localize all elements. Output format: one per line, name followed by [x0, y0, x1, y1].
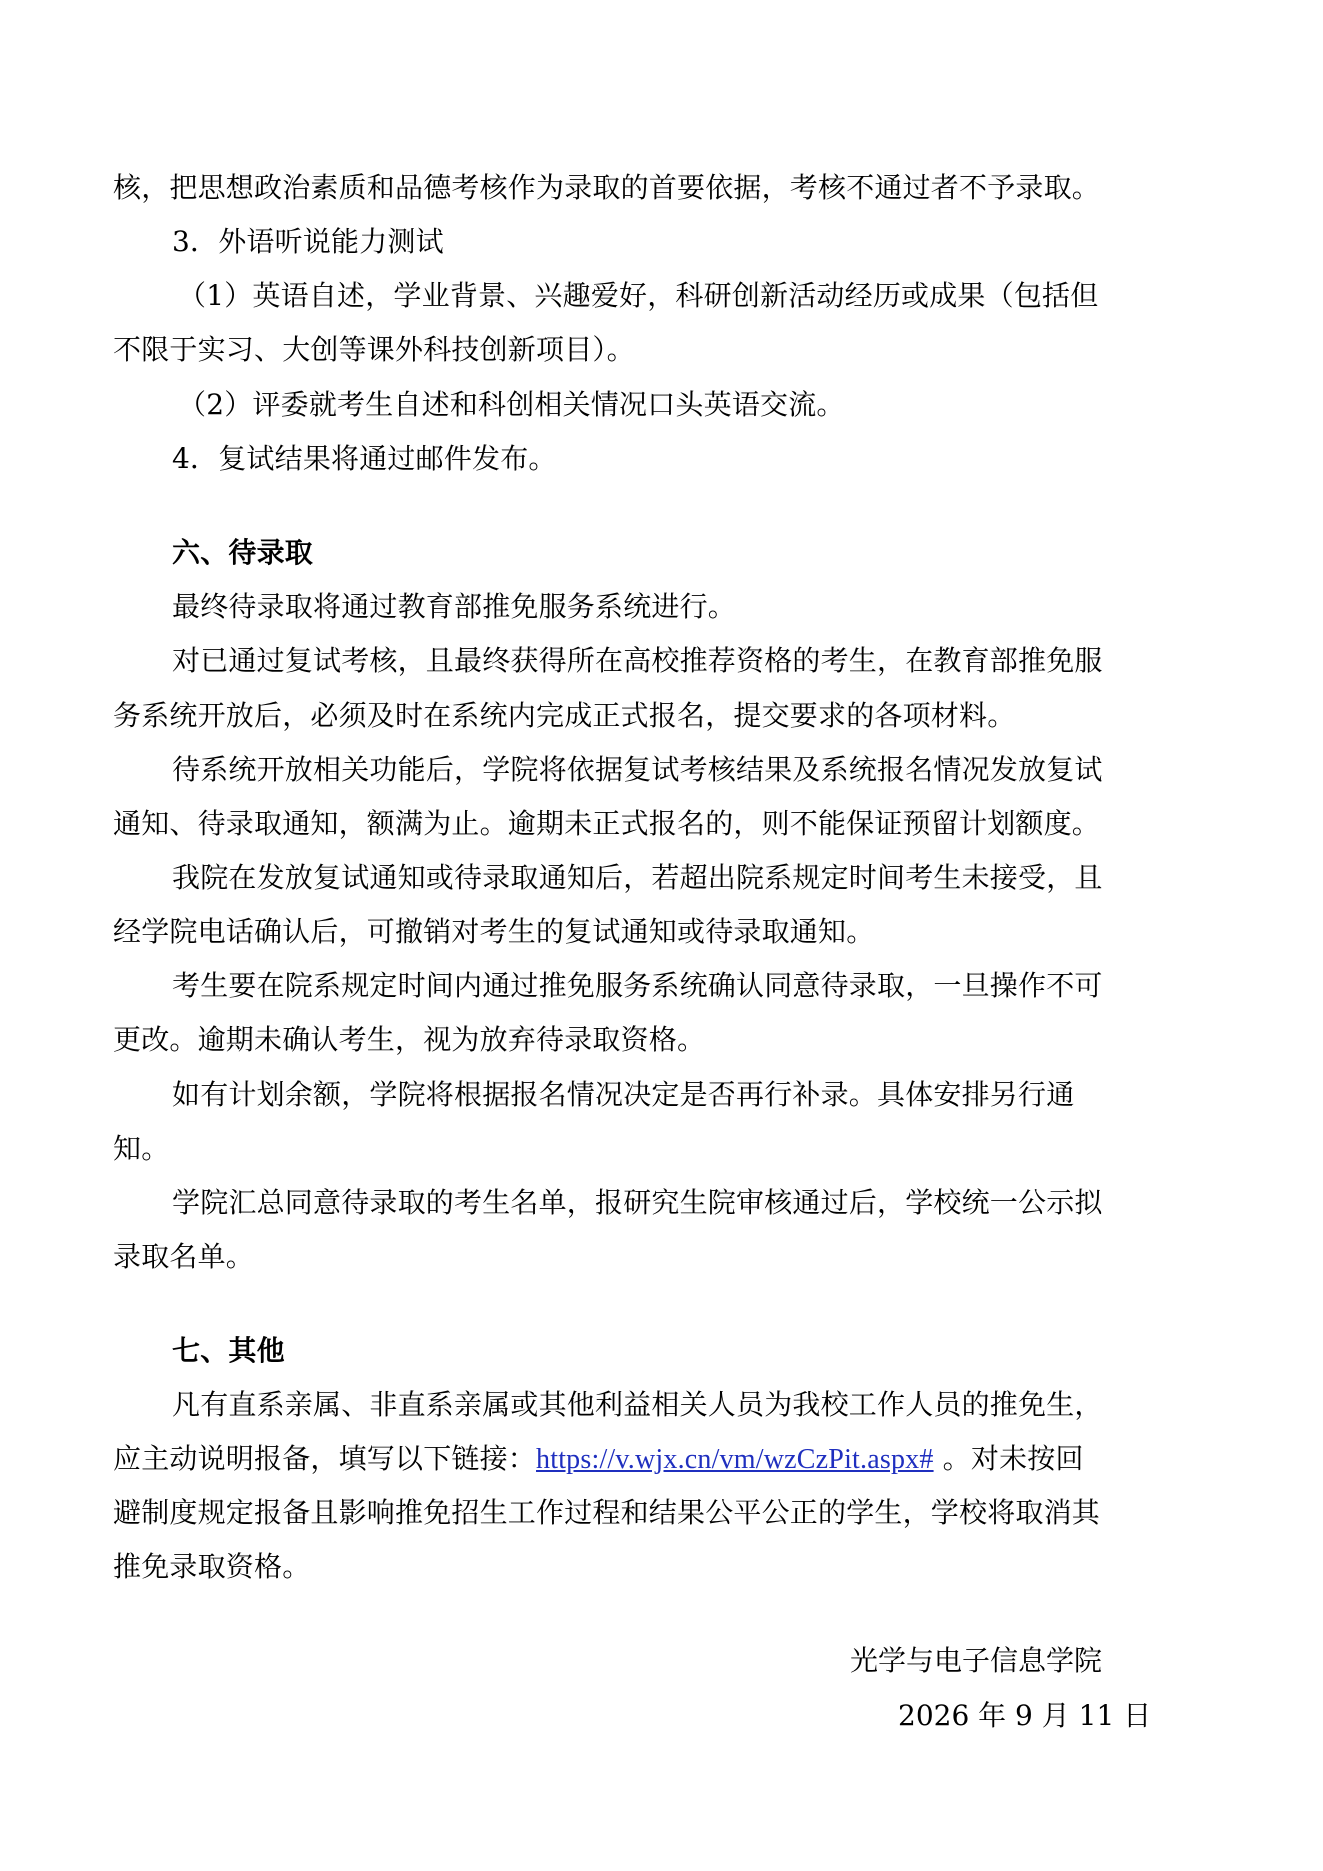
item-3-heading: 3．外语听说能力测试 — [172, 225, 444, 258]
paragraph-line: 考生要在院系规定时间内通过推免服务系统确认同意待录取，一旦操作不可 — [172, 969, 1103, 1002]
paragraph-line: 更改。逾期未确认考生，视为放弃待录取资格。 — [113, 1023, 706, 1056]
link-suffix-text: 。对未按回 — [933, 1442, 1084, 1475]
paragraph-line: 最终待录取将通过教育部推免服务系统进行。 — [172, 590, 737, 623]
item-3-1-line-cont: 不限于实习、大创等课外科技创新项目）。 — [113, 333, 635, 366]
item-4-line: 4．复试结果将通过邮件发布。 — [172, 442, 557, 475]
signature-org: 光学与电子信息学院 — [850, 1644, 1103, 1677]
section-7-heading: 七、其他 — [172, 1334, 285, 1367]
paragraph-line: 学院汇总同意待录取的考生名单，报研究生院审核通过后，学校统一公示拟 — [172, 1186, 1103, 1219]
link-prefix-text: 应主动说明报备，填写以下链接： — [113, 1442, 537, 1475]
paragraph-line: 经学院电话确认后，可撤销对考生的复试通知或待录取通知。 — [113, 915, 875, 948]
section-6-heading: 六、待录取 — [172, 536, 314, 569]
paragraph-line: 核，把思想政治素质和品德考核作为录取的首要依据，考核不通过者不予录取。 — [113, 171, 1101, 204]
paragraph-line: 我院在发放复试通知或待录取通知后，若超出院系规定时间考生未接受，且 — [172, 861, 1103, 894]
paragraph-line: 待系统开放相关功能后，学院将依据复试考核结果及系统报名情况发放复试 — [172, 753, 1103, 786]
paragraph-line: 推免录取资格。 — [113, 1550, 311, 1583]
paragraph-line: 务系统开放后，必须及时在系统内完成正式报名，提交要求的各项材料。 — [113, 699, 1016, 732]
paragraph-line: 录取名单。 — [113, 1240, 255, 1273]
paragraph-line-with-link — [113, 1439, 1084, 1480]
signature-date: 2026 年 9 月 11 日 — [898, 1699, 1152, 1732]
item-3-1-line: （1）英语自述，学业背景、兴趣爱好，科研创新活动经历或成果（包括但 — [178, 279, 1099, 312]
paragraph-line: 对已通过复试考核，且最终获得所在高校推荐资格的考生，在教育部推免服 — [172, 644, 1103, 677]
paragraph-line: 凡有直系亲属、非直系亲属或其他利益相关人员为我校工作人员的推免生， — [172, 1388, 1103, 1421]
registration-link[interactable]: https://v.wjx.cn/vm/wzCzPit.aspx# — [536, 1444, 934, 1475]
paragraph-line: 知。 — [113, 1132, 170, 1165]
paragraph-line: 通知、待录取通知，额满为止。逾期未正式报名的，则不能保证预留计划额度。 — [113, 807, 1101, 840]
paragraph-line: 如有计划余额，学院将根据报名情况决定是否再行补录。具体安排另行通 — [172, 1078, 1075, 1111]
paragraph-line: 避制度规定报备且影响推免招生工作过程和结果公平公正的学生，学校将取消其 — [113, 1496, 1101, 1529]
item-3-2-line: （2）评委就考生自述和科创相关情况口头英语交流。 — [178, 388, 845, 421]
